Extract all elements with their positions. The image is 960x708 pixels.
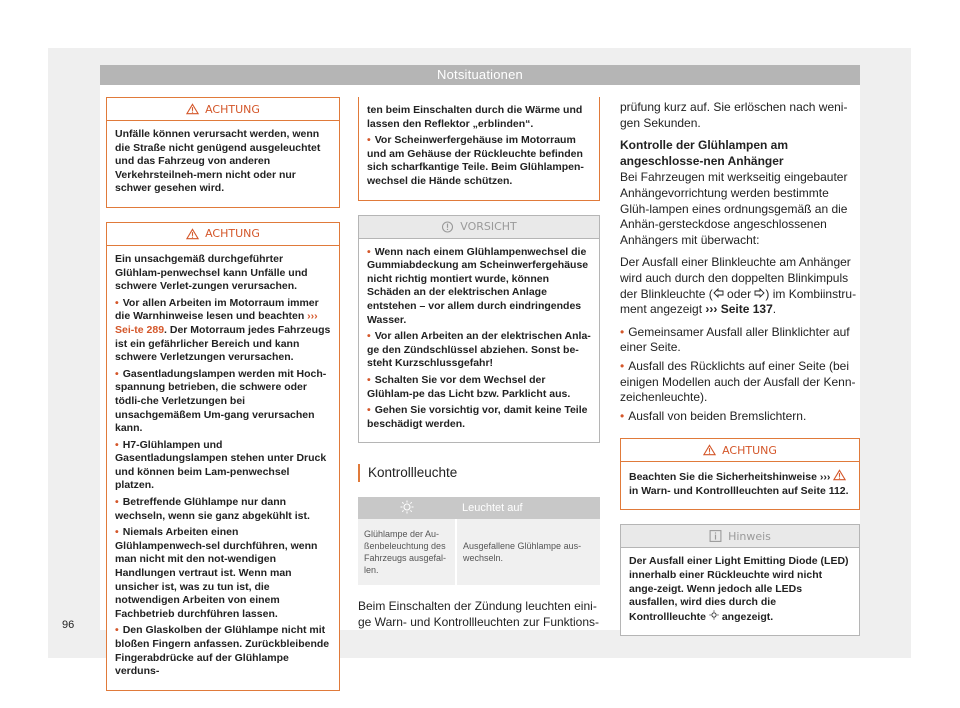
page-link[interactable]: ››› Seite 137 [705,302,773,317]
warning-header [107,98,339,121]
bullet-text: . Der Motorraum jedes Fahrzeugs ist ein gefährlicher Bereich und kann schwere Verletzungen verursachen. [115,323,331,364]
warning-label: ACHTUNG [722,443,777,457]
warning-text: Unfälle können verursacht werden, wenn die Straße nicht genügend ausgeleuchtet und das Fahrzeug von anderen Verkehrsteilneh-mern nicht oder nur schwer gesehen wird. [115,128,321,195]
warning-bullet: • Den Glaskolben der Glühlampe nicht mit bloßen Fingern anfassen. Zurückbleibende Fingerabdrücke auf der Glühlampe verduns- [115,624,331,678]
bullet-text: Vor allen Arbeiten im Motorraum immer die Warnhinweise lesen und beachten [115,296,319,323]
text-span: angezeigt. [718,610,774,623]
note-box [620,524,860,636]
bulb-lamp-icon [400,500,414,514]
list-item: • Gemeinsamer Ausfall aller Blinklichter auf einer Seite. [620,325,860,356]
note-label: Hinweis [728,529,771,543]
column-2 [358,97,600,630]
warning-header [621,439,859,462]
column-1 [106,97,340,705]
body-paragraph: prüfung kurz auf. Sie erlöschen nach weni-gen Sekunden. [620,100,848,130]
warning-bullet [115,297,331,365]
column-3 [620,100,860,650]
indicator-table [358,497,600,585]
warning-intro: Ein unsachgemäß durchgeführter Glühlam-penwechsel kann Unfälle und schwere Verlet-zungen verursachen. [115,252,308,293]
warning-triangle-icon [186,228,199,240]
warning-box-3 [620,438,860,510]
warning-label: ACHTUNG [205,102,260,116]
warning-triangle-icon [703,444,716,456]
warning-label: ACHTUNG [205,227,260,241]
caution-bullet: • Schalten Sie vor dem Wechsel der Glühlam-pe das Licht bzw. Parklicht aus. [367,374,591,401]
warning-text: ten beim Einschalten durch die Wärme und lassen den Reflektor „erblinden“. [367,104,583,130]
body-paragraph: Bei Fahrzeugen mit werkseitig eingebauter Anhängevorrichtung werden bestimmte Glüh-lampen eines ordnungsgemäß an die Anhän-gersteckdose angeschlossenen Anhängers mit überwacht: [620,170,848,247]
body-paragraph [620,255,860,317]
table-cell: Ausgefallene Glühlampe aus-wechseln. [456,519,600,585]
warning-bullet: • Betreffende Glühlampe nur dann wechseln, wenn sie ganz abgekühlt ist. [115,496,331,523]
warning-box [106,97,340,208]
caution-bullet: • Vor allen Arbeiten an der elektrischen Anla-ge den Zündschlüssel abziehen. Sonst be-steht Kurzschlussgefahr! [367,330,591,371]
caution-label: VORSICHT [460,220,517,234]
warning-triangle-icon [833,469,846,481]
bulb-lamp-icon [709,610,719,620]
text-span: . [772,302,777,317]
list-item: • Ausfall des Rücklichts auf einer Seite (bei einigen Modellen auch der Ausfall der Kenn-zeichenleuchte). [620,359,860,406]
warning-triangle-icon [186,103,199,115]
warning-bullet: • Vor Scheinwerfergehäuse im Motorraum und am Gehäuse der Rückleuchte befinden sich scharfkantige Teile. Beim Glühlampen-wechsel die Hände schützen. [367,134,591,188]
warning-bullet: • H7-Glühlampen und Gasentladungslampen stehen unter Druck und können beim Lam-penwechsel platzen. [115,439,331,493]
page-link[interactable]: ››› Sei-te 289 [115,310,318,336]
text-span: Beachten Sie die Sicherheitshinweise [629,471,820,484]
arrow-left-icon [713,288,724,298]
info-icon [709,530,722,542]
table-header: Leuchtet auf [456,497,600,519]
list-item: • Ausfall von beiden Bremslichtern. [620,409,860,425]
table-cell: Glühlampe der Au-ßenbeleuchtung des Fahrzeugs ausgefal-len. [358,519,456,585]
text-span: ) im Kombiinstru-ment angezeigt [620,286,857,317]
arrow-right-icon [754,288,765,298]
warning-header [107,223,339,246]
body-paragraph: Beim Einschalten der Zündung leuchten eini-ge Warn- und Kontrollleuchten zur Funktions- [358,599,600,629]
warning-box-continued [358,97,600,201]
text-span: Der Ausfall einer Blinkleuchte am Anhänger wird auch durch den doppelten Blinkimpuls der Blinkleuchte ( [620,255,851,301]
warning-bullet: • Gasentladungslampen werden mit Hoch-spannung betrieben, die schwere oder tödli-che Verletzungen bei unsachgemäßem Um-gang verursachen kann. [115,368,331,436]
text-span: in Warn- und Kontrollleuchten auf Seite 112. [629,484,849,497]
warning-box-2 [106,222,340,691]
caution-bullet: • Gehen Sie vorsichtig vor, damit keine Teile beschädigt werden. [367,404,591,431]
page-link[interactable]: ››› [819,471,831,484]
text-span: Der Ausfall einer Light Emitting Diode (LED) innerhalb einer Rückleuchte wird nicht ange-zeigt. Wenn jedoch alle LEDs ausfallen, wird dies durch die Kontrollleuchte [629,555,849,623]
section-title: Kontrollleuchte [358,464,600,482]
warning-text [629,469,851,498]
subheading: Kontrolle der Glühlampen am angeschlosse-nen Anhänger [620,138,789,168]
page-number: 96 [62,619,75,631]
caution-box [358,215,600,444]
page-header: Notsituationen [100,65,860,85]
table-row [358,519,600,585]
note-text [629,555,851,624]
exclamation-circle-icon [441,221,454,233]
caution-bullet: • Wenn nach einem Glühlampenwechsel die Gummiabdeckung am Scheinwerfergehäuse nicht richtig montiert wurde, können Schäden an der elektrischen Anlage entstehen – vor allem durch eindringendes Wasser. [367,246,591,328]
table-header-icon [358,497,456,519]
caution-header [359,216,599,239]
warning-bullet: • Niemals Arbeiten einen Glühlampenwech-sel durchführen, wenn man nicht mit den not-wendigen Handlungen vertraut ist. Wenn man unsicher ist, was zu tun ist, die notwendigen Arbeiten von einem Fachbetrieb durchführen lassen. [115,526,331,621]
note-header [621,525,859,548]
text-span: oder [723,286,755,301]
